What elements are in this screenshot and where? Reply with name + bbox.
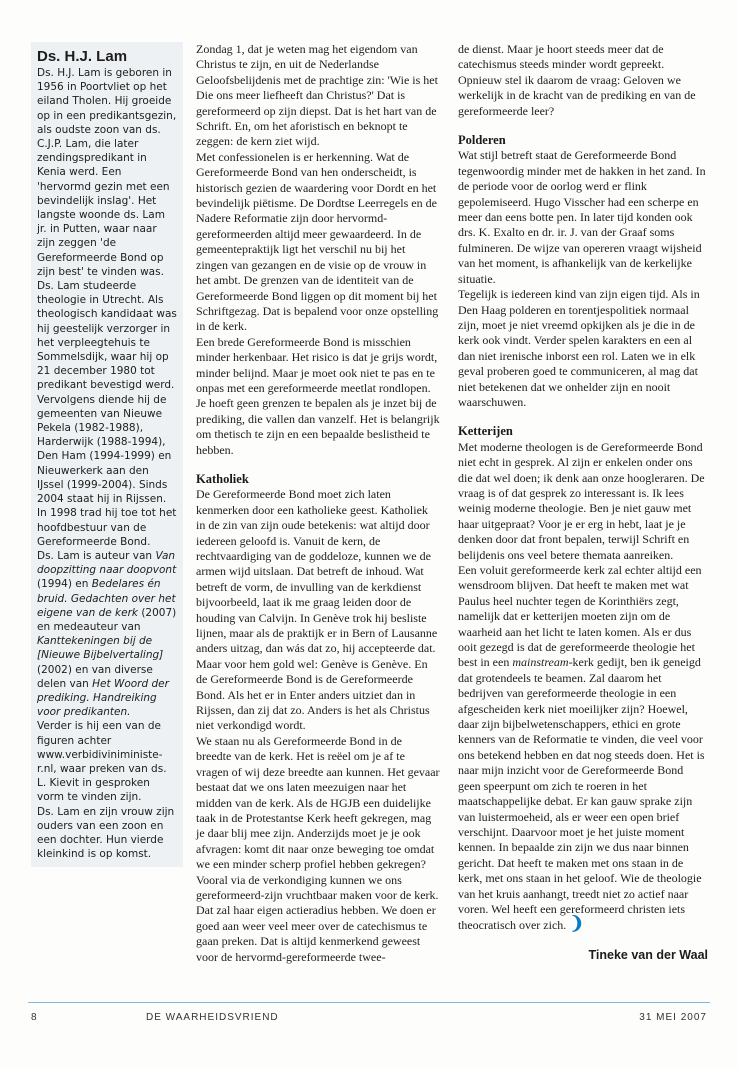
bio-paragraph: Ds. H.J. Lam is geboren in 1956 in Poortvliet op het eiland Tholen. Hij groeide op in een predikantsgezin, als oudste zoon van ds. C.J.P. Lam, die later zendingspredikant in Kenia werd. Een 'hervormd gezin met een bevindelijk inslag'. Het langste woonde ds. Lam jr. in Putten, waar naar zijn zeggen 'de Gereformeerde Bond op zijn best' te vinden was. <box>37 67 177 278</box>
article-paragraph: Wat stijl betreft staat de Gereformeerde Bond tegenwoordig minder met de hakken in het zand. In de periode voor de oorlog werd er flink gepolemiseerd. Hugo Visscher had een scherpe en meer dan eens botte pen. In later tijd konden ook drs. K. Exalto en dr. ir. J. van der Graaf soms fulmineren. De wijze van opereren vraagt wijsheid van het moment, is afhankelijk van de kerkelijke situatie. <box>458 148 706 286</box>
article-paragraph: Tegelijk is iedereen kind van zijn eigen tijd. Als in Den Haag polderen en torentjespolitiek normaal zijn, moet je niet vreemd opkijken als je die in de kerk ook vindt. Verder spelen karakters en een al dan niet irenische inborst een rol. Laten we in elk geval proberen goed te communiceren, al mag dat niet betekenen dat we onhelder zijn en nooit waarschuwen. <box>458 287 700 409</box>
publication-name: DE WAARHEIDSVRIEND <box>146 1012 279 1023</box>
bio-text: (2002) en van diverse delen van <box>37 663 153 690</box>
bio-paragraph: Verder is hij een van de figuren achter www.verbidiviniminister.nl, waar preken van ds. L. Kievit in gesproken vorm te vinden zijn. <box>37 720 167 804</box>
author-credit: Tineke van der Waal <box>588 947 708 962</box>
bio-paragraph: Ds. Lam studeerde theologie in Utrecht. Als theologisch kandidaat was hij geestelijk verzorger in het verpleegtehuis te Sommelsdijk, waar hij op 21 december 1980 tot predikant bevestigd werd. Vervolgens diende hij de gemeenten van Nieuwe Pekela (1982-1988), Harderwijk (1988-1994), Den Ham (1994-1999) en Nieuwerkerk aan den IJssel (1999-2004). Sinds 2004 staat hij in Rijssen. In 1998 trad hij toe tot het hoofdbestuur van de Gereformeerde Bond. <box>37 280 177 548</box>
issue-date: 31 MEI 2007 <box>639 1012 707 1023</box>
article-paragraph: de dienst. Maar je hoort steeds meer dat de catechismus steeds minder wordt gepreekt. Opnieuw stel ik daarom de vraag: Geloven we werkelijk in de kracht van de prediking en van de gereformeerde leer? <box>458 42 696 118</box>
author-bio-box <box>31 42 183 867</box>
article-paragraph <box>458 563 708 934</box>
article-paragraph: De Gereformeerde Bond moet zich laten kenmerken door een katholieke geest. Katholiek in de zin van zijn oude betekenis: wat altijd door iedereen geloofd is. Vanuit de kern, de rechtvaardiging van de goddeloze, kunnen we de armen wijd uitslaan. Dat betreft de inhoud. Wat betreft de vorm, de invulling van de kerkdienst bijvoorbeeld, laat ik me graag leiden door de houding van Calvijn. In Genève trok hij besliste lijnen, maar als de praktijk er in Bern of Lausanne anders uitzag, dan wás dat zo, hij accepteerde dat. Maar voor hem gold wel: Genève is Genève. En de Gereformeerde Bond is de Gereformeerde Bond. Als het er in Enter anders uitziet dan in Rijssen, dan zij dat zo. Anders is het als Christus niet verkondigd wordt. <box>196 487 438 733</box>
article-text: -kerk gedijt, ben ik geneigd dat grotendeels te beamen. Zal daarom het bedrijven van gereformeerde theologie in een afgescheiden kerk niet moeilijker zijn? Hoewel, daar zijn bijbelwetenschappers, ethici en grote kenners van de Reformatie te vinden, die veel voor ons betekend hebben en dat nog steeds doen. Het is naar mijn inzicht voor de Gereformeerde Bond geen speerpunt om zich te roeren in het maatschappelijke debat. Er kan gauw sprake zijn van luistermoeheid, als er weer een open brief verschijnt. Daarvoor moet je het juiste moment kennen. In bepaalde zin zijn we dus naar binnen gericht. Dat heeft te maken met ons staan in de kerk, met ons staan in het geloof. Wie de theologie van het kruis aanhangt, treedt niet zo actief naar voren. Wel heeft een gereformeerd christen iets theocratisch over zich. <box>458 655 705 933</box>
book-title: Kanttekeningen bij de [Nieuwe Bijbelvertaling] <box>37 635 164 662</box>
article-paragraph: Met confessionelen is er herkenning. Wat de Gereformeerde Bond van hen onderscheidt, is historisch gezien de waardering voor Dordt en het bevindelijk piëtisme. De Dordtse Leerregels en de Nadere Reformatie zijn door hervormd-gereformeerden altijd meer gewaardeerd. In de gemeentepraktijk ligt het verschil nu bij het zingen van gezangen en de visie op de vrouw in het ambt. De grenzen van de identiteit van de Gereformeerde Bond liggen op dit moment bij het Schriftgezag. Dat is bepalend voor onze opstelling in de kerk. <box>196 149 439 334</box>
bio-paragraph: Ds. Lam en zijn vrouw zijn ouders van een zoon en een dochter. Hun vierde kleinkind is op komst. <box>37 805 175 861</box>
section-heading: Polderen <box>458 133 506 148</box>
bio-paragraph <box>37 549 177 719</box>
article-paragraph: Vooral via de verkondiging kunnen we ons gereformeerd-zijn vruchtbaar maken voor de kerk. Dat zal haar eigen actieradius hebben. We doen er goed aan weer veel meer over de catechismus te gaan preken. Dat is altijd kenmerkend geweest voor de hervormd-gereformeerde twee- <box>196 872 439 964</box>
article-column-2 <box>458 42 708 963</box>
bio-text: Ds. Lam is auteur van <box>37 549 156 562</box>
book-title: Het Woord der prediking. Handreiking voor predikanten. <box>37 677 169 719</box>
bio-title: Ds. H.J. Lam <box>37 48 128 65</box>
article-paragraph: Zondag 1, dat je weten mag het eigendom van Christus te zijn, en uit de Nederlandse Geloofsbelijdenis met de prachtige zin: 'Wie is het Die ons meer liefheeft dan Christus?' Dat is gereformeerd op zijn diepst. Dat is het hart van de Schrift. En, om het aforistisch en beknopt te zeggen: de kern ziet wijd. <box>196 42 438 149</box>
article-paragraph: We staan nu als Gereformeerde Bond in de breedte van de kerk. Het is reëel om je af te vragen of wij deze breedte aan kunnen. Het gevaar bestaat dat we ons laten meezuigen naar het midden van de kerk. Als de HGJB een duidelijke taak in de Protestantse Kerk heeft gekregen, mag je daar blij mee zijn. Anderzijds moet je je ook afvragen: komt dit naar onze beweging toe omdat we een minder scherp profiel hebben gekregen? <box>196 733 440 872</box>
section-heading: Katholiek <box>196 471 249 486</box>
book-title: Van doopzitting naar doopvont <box>37 549 177 577</box>
section-heading: Ketterijen <box>458 424 513 439</box>
article-text: Een voluit gereformeerde kerk zal echter altijd een wensdroom blijven. Dat heeft te maken met wat Paulus heel nuchter tegen de Korinthiërs zegt, namelijk dat er ketterijen moeten zijn om de waarheid aan het licht te laten komen. Als er dus ooit gezegd is dat de gereformeerde theologie het best in een <box>458 563 702 670</box>
article-paragraph: Met moderne theologen is de Gereformeerde Bond niet echt in gesprek. Al zijn er enkelen onder ons die dat wel doen; ik denk aan onze hoogleraren. De vraag is of dat gesprek zo interessant is. Ik lees weinig moderne theologie. Ben je niet gauw met haar uitgepraat? Voor je er erg in hebt, laat je je denken door dat front bepalen, terwijl Schrift en belijdenis ons veel betere themata aanreiken. <box>458 439 705 562</box>
article-paragraph: Een brede Gereformeerde Bond is misschien minder herkenbaar. Het risico is dat je grijs wordt, minder belijnd. Maar je moet ook niet te pas en te onpas met een gereformeerde meetlat rondlopen. Je hoeft geen grenzen te bepalen als je inzet bij de prediking, die vallen dan vanzelf. Het is belangrijk om thetisch te zijn en een bepaalde beslistheid te hebben. <box>196 334 440 457</box>
bio-text: (1994) en <box>37 578 92 591</box>
page-number: 8 <box>31 1012 38 1023</box>
footer-divider <box>28 1002 710 1003</box>
end-mark-icon: ❩ <box>569 913 585 934</box>
bio-text: (2007) en medeauteur van <box>37 606 177 633</box>
article-column-1 <box>196 42 440 965</box>
emphasis-text: mainstream <box>512 655 569 670</box>
book-title: Bedelares én bruid. Gedachten over het eigene van de kerk <box>37 578 176 619</box>
